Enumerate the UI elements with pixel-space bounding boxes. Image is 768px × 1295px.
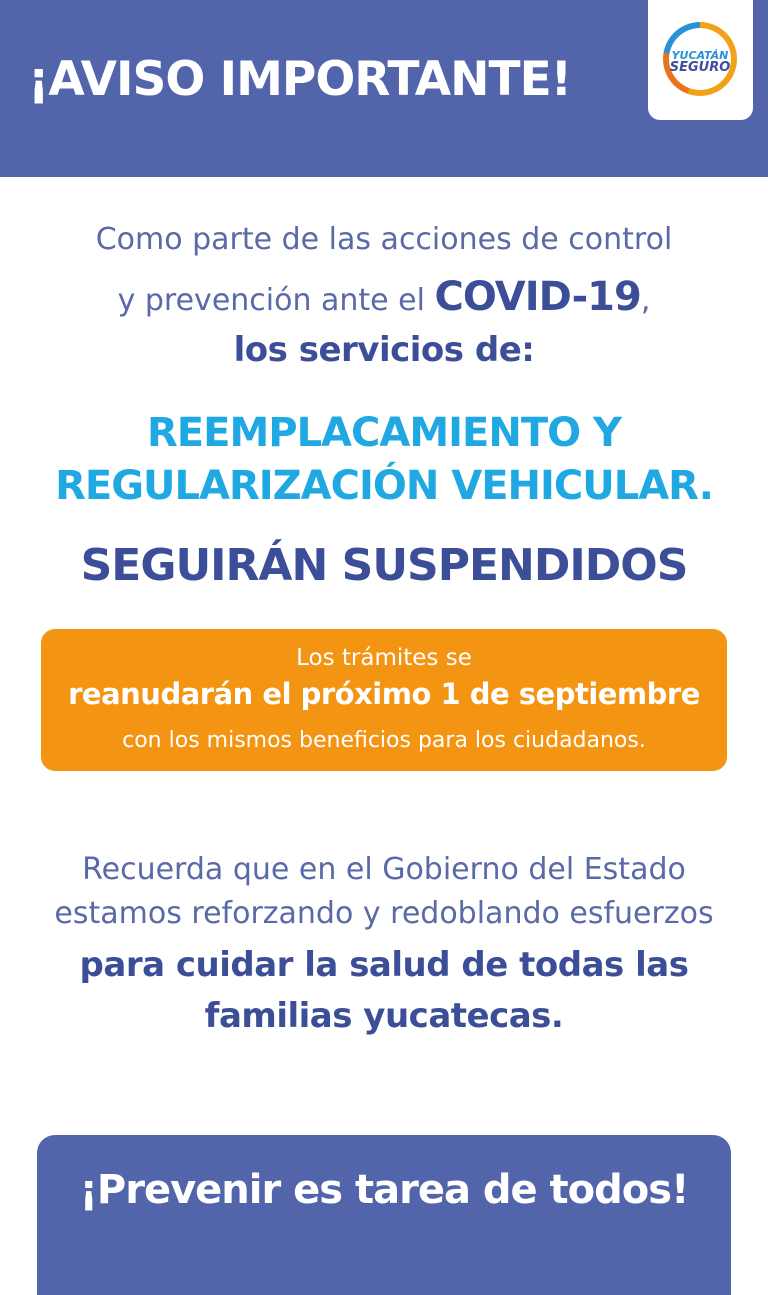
services-line-2: REGULARIZACIÓN VEHICULAR.: [55, 463, 713, 509]
logo-card: [648, 0, 753, 120]
resume-notice-box: [41, 629, 727, 771]
services-line-1: REEMPLACAMIENTO Y: [147, 410, 621, 456]
covid-highlight: COVID-19: [434, 274, 641, 320]
footer-banner: [37, 1135, 731, 1295]
notice-line-1: Los trámites se: [296, 645, 472, 671]
logo-line-2: SEGURO: [669, 60, 731, 75]
footer-slogan: ¡Prevenir es tarea de todos!: [79, 1167, 689, 1213]
reminder-line-4: familias yucatecas.: [204, 996, 564, 1036]
header-banner: [0, 0, 768, 177]
reminder-line-1: Recuerda que en el Gobierno del Estado: [82, 852, 686, 887]
reminder-line-3: para cuidar la salud de todas las: [79, 945, 689, 985]
reminder-line-2: estamos reforzando y redoblando esfuerzos: [54, 896, 714, 931]
intro-line-1: Como parte de las acciones de control: [95, 222, 673, 257]
page-title: ¡AVISO IMPORTANTE!: [28, 52, 572, 107]
intro-line-2: [0, 274, 768, 320]
notice-line-3: con los mismos beneficios para los ciudadanos.: [122, 728, 646, 753]
logo-line-1: YUCATÁN: [671, 49, 729, 62]
intro-line-2-suffix: ,: [640, 283, 651, 318]
notice-line-2: reanudarán el próximo 1 de septiembre: [68, 677, 700, 711]
intro-line-2-prefix: y prevención ante el: [117, 283, 435, 318]
intro-line-3: los servicios de:: [233, 330, 535, 370]
suspended-status: SEGUIRÁN SUSPENDIDOS: [80, 540, 688, 591]
